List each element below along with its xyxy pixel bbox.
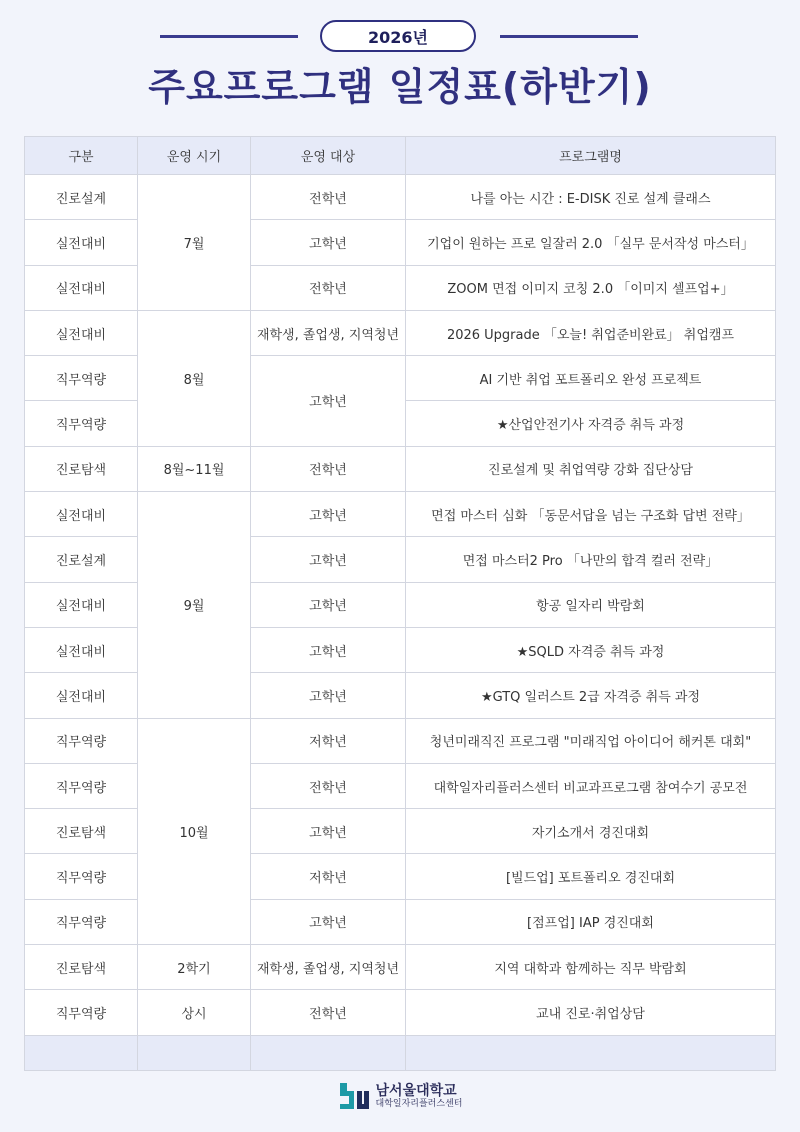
category-cell: 진로탐색 — [25, 809, 138, 854]
category-cell: 직무역량 — [25, 718, 138, 763]
target-cell: 고학년 — [251, 492, 406, 537]
table-header-row — [25, 137, 776, 175]
table-row — [25, 492, 776, 537]
table-row — [25, 809, 776, 854]
program-cell: 진로설계 및 취업역량 강화 집단상담 — [406, 446, 776, 491]
footer — [0, 1080, 800, 1114]
target-cell: 고학년 — [251, 537, 406, 582]
target-cell: 재학생, 졸업생, 지역청년 — [251, 945, 406, 990]
year-divider-right — [500, 35, 638, 38]
category-cell: 직무역량 — [25, 990, 138, 1035]
column-header-category: 구분 — [25, 137, 138, 175]
category-cell: 직무역량 — [25, 763, 138, 808]
empty-cell — [25, 1035, 138, 1070]
year-badge: 2026년 — [320, 20, 476, 52]
table-row — [25, 310, 776, 355]
program-cell: ★산업안전기사 자격증 취득 과정 — [406, 401, 776, 446]
target-cell: 고학년 — [251, 899, 406, 944]
table-row — [25, 627, 776, 672]
table-row — [25, 537, 776, 582]
program-cell: 교내 진로·취업상담 — [406, 990, 776, 1035]
target-cell: 고학년 — [251, 673, 406, 718]
empty-cell — [138, 1035, 251, 1070]
period-cell: 8월 — [138, 310, 251, 446]
program-cell: [빌드업] 포트폴리오 경진대회 — [406, 854, 776, 899]
program-cell: [점프업] IAP 경진대회 — [406, 899, 776, 944]
program-cell: ★SQLD 자격증 취득 과정 — [406, 627, 776, 672]
table-row — [25, 945, 776, 990]
table-empty-row — [25, 1035, 776, 1070]
program-cell: AI 기반 취업 포트폴리오 완성 프로젝트 — [406, 356, 776, 401]
table-row — [25, 356, 776, 401]
target-cell: 전학년 — [251, 446, 406, 491]
year-row — [0, 20, 800, 52]
category-cell: 실전대비 — [25, 673, 138, 718]
category-cell: 진로탐색 — [25, 945, 138, 990]
program-cell: 청년미래직진 프로그램 "미래직업 아이디어 해커톤 대회" — [406, 718, 776, 763]
target-cell: 전학년 — [251, 763, 406, 808]
table-row — [25, 763, 776, 808]
period-cell: 8월~11월 — [138, 446, 251, 491]
target-cell: 고학년 — [251, 627, 406, 672]
year-divider-left — [160, 35, 298, 38]
category-cell: 실전대비 — [25, 492, 138, 537]
table-row — [25, 854, 776, 899]
category-cell: 실전대비 — [25, 220, 138, 265]
empty-cell — [406, 1035, 776, 1070]
period-cell: 7월 — [138, 175, 251, 311]
page-title: 주요프로그램 일정표(하반기) — [148, 65, 652, 109]
column-header-period: 운영 시기 — [138, 137, 251, 175]
table-row — [25, 718, 776, 763]
program-cell: 자기소개서 경진대회 — [406, 809, 776, 854]
program-cell: 면접 마스터2 Pro 「나만의 합격 컬러 전략」 — [406, 537, 776, 582]
university-emblem-icon — [338, 1081, 370, 1113]
table-row — [25, 990, 776, 1035]
category-cell: 직무역량 — [25, 401, 138, 446]
category-cell: 직무역량 — [25, 854, 138, 899]
program-cell: ★GTQ 일러스트 2급 자격증 취득 과정 — [406, 673, 776, 718]
target-cell: 전학년 — [251, 990, 406, 1035]
program-cell: 2026 Upgrade 「오늘! 취업준비완료」 취업캠프 — [406, 310, 776, 355]
period-cell: 10월 — [138, 718, 251, 944]
program-cell: 항공 일자리 박람회 — [406, 582, 776, 627]
table-row — [25, 175, 776, 220]
program-cell: ZOOM 면접 이미지 코칭 2.0 「이미지 셀프업+」 — [406, 265, 776, 310]
target-cell: 재학생, 졸업생, 지역청년 — [251, 310, 406, 355]
category-cell: 실전대비 — [25, 310, 138, 355]
table-row — [25, 446, 776, 491]
program-cell: 면접 마스터 심화 「동문서답을 넘는 구조화 답변 전략」 — [406, 492, 776, 537]
program-cell: 대학일자리플러스센터 비교과프로그램 참여수기 공모전 — [406, 763, 776, 808]
target-cell: 저학년 — [251, 718, 406, 763]
target-cell: 전학년 — [251, 175, 406, 220]
table-row — [25, 220, 776, 265]
category-cell: 진로탐색 — [25, 446, 138, 491]
table-row — [25, 265, 776, 310]
column-header-program: 프로그램명 — [406, 137, 776, 175]
target-cell: 고학년 — [251, 356, 406, 447]
schedule-table — [24, 136, 776, 1071]
category-cell: 진로설계 — [25, 537, 138, 582]
target-cell: 저학년 — [251, 854, 406, 899]
period-cell: 상시 — [138, 990, 251, 1035]
program-cell: 나를 아는 시간 : E-DISK 진로 설계 클래스 — [406, 175, 776, 220]
university-logo — [338, 1081, 463, 1113]
target-cell: 전학년 — [251, 265, 406, 310]
table-row — [25, 673, 776, 718]
target-cell: 고학년 — [251, 809, 406, 854]
table-row — [25, 582, 776, 627]
period-cell: 9월 — [138, 492, 251, 718]
category-cell: 실전대비 — [25, 627, 138, 672]
period-cell: 2학기 — [138, 945, 251, 990]
table-row — [25, 899, 776, 944]
category-cell: 직무역량 — [25, 356, 138, 401]
program-cell: 기업이 원하는 프로 일잘러 2.0 「실무 문서작성 마스터」 — [406, 220, 776, 265]
university-name: 남서울대학교 — [375, 1083, 457, 1100]
category-cell: 실전대비 — [25, 582, 138, 627]
empty-cell — [251, 1035, 406, 1070]
column-header-target: 운영 대상 — [251, 137, 406, 175]
target-cell: 고학년 — [251, 582, 406, 627]
category-cell: 진로설계 — [25, 175, 138, 220]
category-cell: 직무역량 — [25, 899, 138, 944]
target-cell: 고학년 — [251, 220, 406, 265]
center-name: 대학일자리플러스센터 — [375, 1098, 463, 1109]
program-cell: 지역 대학과 함께하는 직무 박람회 — [406, 945, 776, 990]
category-cell: 실전대비 — [25, 265, 138, 310]
